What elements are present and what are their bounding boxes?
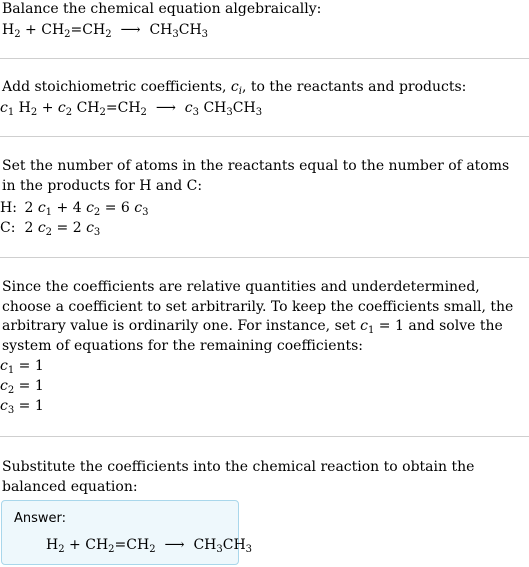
solution-c2: $c_2 = 1$	[0, 378, 44, 396]
step2-text: Set the number of atoms in the reactants equal to the number of atoms in the products for H and C:	[2, 158, 510, 194]
step4-text: Substitute the coefficients into the chemical reaction to obtain the balanced equation:	[2, 459, 475, 495]
divider	[0, 257, 529, 258]
answer-box	[1, 500, 253, 565]
equation-with-coefficients: $c_1$ $H_2 + c_2$ $CH_2=CH_2$ ⟶ $c_3$ $CH_3CH_3$	[0, 100, 263, 118]
c-balance-equation: C: 2 $c_2 = 2$ $c_3$	[0, 220, 101, 238]
answer-label: Answer:	[14, 511, 67, 526]
intro-text: Balance the chemical equation algebraically:	[2, 1, 322, 17]
h-balance-equation: H: 2 $c_1 + 4$ $c_2 = 6$ $c_3$	[0, 200, 149, 218]
reaction-arrow: ⟶	[120, 22, 141, 38]
balanced-equation: $H_2 + CH_2=CH_2$ ⟶ $CH_3CH_3$	[46, 537, 253, 555]
unbalanced-equation: $H_2 + CH_2=CH_2$ ⟶ $CH_3CH_3$	[2, 22, 209, 40]
divider	[0, 436, 529, 437]
step3-text: Since the coefficients are relative quantities and underdetermined, choose a coefficient to set arbitrarily. To keep the coefficients small, the arbitrary value is ordinarily one. For instance, set $c_1 = 1$ and solve the system of equations for the remaining coefficients:	[2, 279, 514, 354]
divider	[0, 58, 529, 59]
step1-text: Add stoichiometric coefficients, $c_i$, to the reactants and products:	[2, 79, 467, 97]
solution-c3: $c_3 = 1$	[0, 398, 44, 416]
solution-c1: $c_1 = 1$	[0, 358, 44, 376]
divider	[0, 136, 529, 137]
